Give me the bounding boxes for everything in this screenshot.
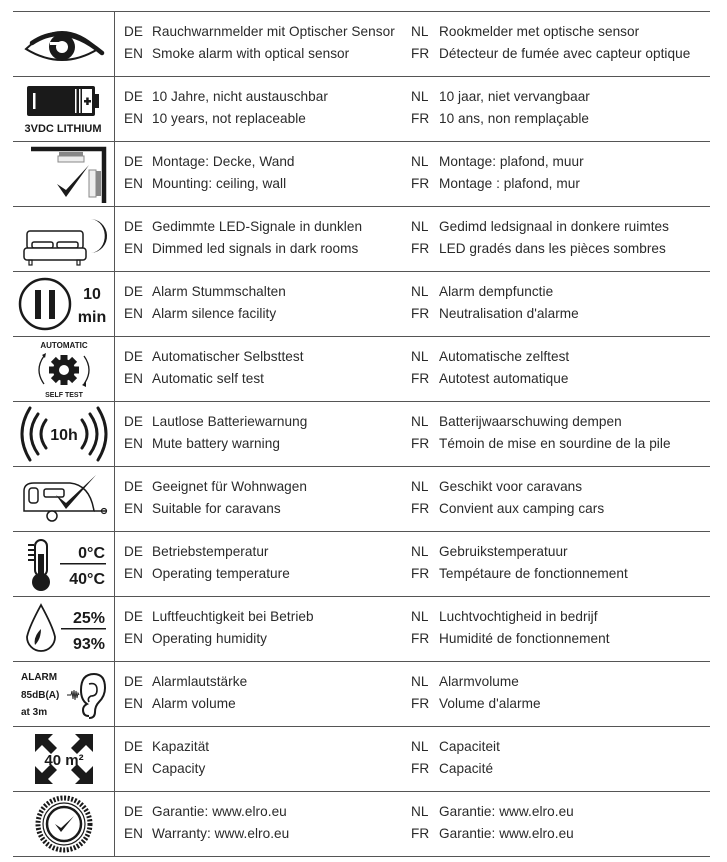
- text-nl: Automatische zelftest: [439, 349, 570, 364]
- lang-code-fr: FR: [411, 826, 430, 841]
- feature-row-mounting: [13, 141, 710, 206]
- lang-code-fr: FR: [411, 371, 430, 386]
- text-fr: Montage : plafond, mur: [439, 176, 580, 191]
- text-nl: Gedimd ledsignaal in donkere ruimtes: [439, 219, 669, 234]
- icon-cell: [13, 12, 115, 76]
- lang-code-de: DE: [124, 284, 143, 299]
- text-fr: Autotest automatique: [439, 371, 569, 386]
- text-en: Alarm silence facility: [152, 306, 277, 321]
- lang-code-de: DE: [124, 154, 143, 169]
- feature-row-caravan: [13, 466, 710, 531]
- water-drop-icon: [17, 599, 111, 659]
- pause-duration-unit: min: [77, 309, 106, 326]
- lang-code-en: EN: [124, 501, 143, 516]
- thermometer-icon: [17, 534, 111, 594]
- ear-alarm-icon: [17, 664, 111, 724]
- self-test-top-label: AUTOMATIC: [39, 341, 88, 350]
- text-cell: [115, 662, 710, 726]
- text-nl: Batterijwaarschuwing dempen: [439, 414, 622, 429]
- text-en: Mounting: ceiling, wall: [152, 176, 287, 191]
- text-de: Garantie: www.elro.eu: [152, 804, 287, 819]
- lang-code-nl: NL: [411, 89, 429, 104]
- icon-cell: [13, 207, 115, 271]
- lang-code-fr: FR: [411, 761, 430, 776]
- text-de: Kapazität: [152, 739, 210, 754]
- lang-code-en: EN: [124, 241, 143, 256]
- feature-row-dimmed-led: [13, 206, 710, 271]
- icon-cell: [13, 142, 115, 206]
- text-de: Montage: Decke, Wand: [152, 154, 295, 169]
- caravan-check-icon: [18, 471, 110, 527]
- pause-duration-value: 10: [82, 286, 101, 303]
- lang-code-de: DE: [124, 479, 143, 494]
- text-fr: Capacité: [439, 761, 494, 776]
- text-cell: [115, 272, 710, 336]
- lang-code-nl: NL: [411, 24, 429, 39]
- lang-code-en: EN: [124, 761, 143, 776]
- text-de: Geeignet für Wohnwagen: [152, 479, 308, 494]
- text-en: Suitable for caravans: [152, 501, 281, 516]
- lang-code-de: DE: [124, 674, 143, 689]
- icon-cell: [13, 792, 115, 856]
- sound-waves-icon: [18, 404, 110, 464]
- text-fr: Garantie: www.elro.eu: [439, 826, 574, 841]
- lang-code-en: EN: [124, 46, 143, 61]
- feature-row-self-test: [13, 336, 710, 401]
- warranty-seal-icon: [34, 794, 94, 854]
- pause-icon: [17, 274, 111, 334]
- text-cell: [115, 77, 710, 141]
- lang-code-nl: NL: [411, 284, 429, 299]
- mounting-check-icon: [19, 143, 109, 205]
- feature-row-battery: [13, 76, 710, 141]
- lang-code-nl: NL: [411, 414, 429, 429]
- text-nl: Garantie: www.elro.eu: [439, 804, 574, 819]
- text-en: Operating temperature: [152, 566, 290, 581]
- text-cell: [115, 792, 710, 856]
- temperature-min: 0°C: [77, 545, 105, 562]
- icon-cell: [13, 272, 115, 336]
- text-cell: [115, 142, 710, 206]
- text-nl: Gebruikstemperatuur: [439, 544, 568, 559]
- text-de: Lautlose Batteriewarnung: [152, 414, 308, 429]
- battery-label: 3VDC LITHIUM: [24, 123, 101, 135]
- self-test-bottom-label: SELF TEST: [44, 392, 83, 399]
- text-de: Rauchwarnmelder mit Optischer Sensor: [152, 24, 395, 39]
- bed-moon-icon: [19, 211, 109, 267]
- lang-code-de: DE: [124, 804, 143, 819]
- text-fr: 10 ans, non remplaçable: [439, 111, 590, 126]
- text-de: Luftfeuchtigkeit bei Betrieb: [152, 609, 314, 624]
- lang-code-fr: FR: [411, 176, 430, 191]
- gear-self-test-icon: [24, 338, 104, 400]
- text-fr: Détecteur de fumée avec capteur optique: [439, 46, 691, 61]
- text-cell: [115, 727, 710, 791]
- text-fr: LED gradés dans les pièces sombres: [439, 241, 666, 256]
- text-en: Warranty: www.elro.eu: [152, 826, 290, 841]
- text-cell: [115, 12, 710, 76]
- lang-code-nl: NL: [411, 674, 429, 689]
- feature-table: [13, 11, 710, 857]
- lang-code-fr: FR: [411, 696, 430, 711]
- lang-code-de: DE: [124, 414, 143, 429]
- text-nl: Montage: plafond, muur: [439, 154, 584, 169]
- icon-cell: [13, 727, 115, 791]
- lang-code-nl: NL: [411, 544, 429, 559]
- text-en: Capacity: [152, 761, 206, 776]
- text-fr: Volume d'alarme: [439, 696, 541, 711]
- temperature-max: 40°C: [68, 571, 105, 588]
- text-nl: Alarmvolume: [439, 674, 519, 689]
- lang-code-fr: FR: [411, 436, 430, 451]
- icon-cell: [13, 662, 115, 726]
- lang-code-en: EN: [124, 111, 143, 126]
- text-nl: Capaciteit: [439, 739, 500, 754]
- text-de: Alarm Stummschalten: [152, 284, 286, 299]
- lang-code-nl: NL: [411, 739, 429, 754]
- lang-code-de: DE: [124, 349, 143, 364]
- text-de: Betriebstemperatur: [152, 544, 269, 559]
- text-cell: [115, 207, 710, 271]
- lang-code-nl: NL: [411, 219, 429, 234]
- text-nl: Alarm dempfunctie: [439, 284, 554, 299]
- lang-code-de: DE: [124, 544, 143, 559]
- feature-row-optical-sensor: [13, 11, 710, 76]
- text-cell: [115, 402, 710, 466]
- humidity-max: 93%: [72, 636, 105, 653]
- feature-row-mute-battery: [13, 401, 710, 466]
- lang-code-en: EN: [124, 696, 143, 711]
- feature-row-temperature: [13, 531, 710, 596]
- lang-code-en: EN: [124, 566, 143, 581]
- lang-code-fr: FR: [411, 241, 430, 256]
- text-nl: Geschikt voor caravans: [439, 479, 583, 494]
- battery-icon: [18, 81, 110, 137]
- text-en: Dimmed led signals in dark rooms: [152, 241, 359, 256]
- lang-code-en: EN: [124, 631, 143, 646]
- icon-cell: [13, 337, 115, 401]
- text-en: Operating humidity: [152, 631, 267, 646]
- text-cell: [115, 597, 710, 661]
- lang-code-de: DE: [124, 739, 143, 754]
- lang-code-fr: FR: [411, 631, 430, 646]
- lang-code-en: EN: [124, 306, 143, 321]
- feature-row-alarm-silence: [13, 271, 710, 336]
- mute-battery-hours: 10h: [49, 427, 78, 444]
- lang-code-en: EN: [124, 371, 143, 386]
- icon-cell: [13, 532, 115, 596]
- eye-icon: [22, 19, 106, 69]
- alarm-distance: at 3m: [20, 707, 47, 718]
- text-de: Gedimmte LED-Signale in dunklen: [152, 219, 363, 234]
- lang-code-nl: NL: [411, 479, 429, 494]
- text-fr: Humidité de fonctionnement: [439, 631, 610, 646]
- text-fr: Tempétaure de fonctionnement: [439, 566, 628, 581]
- text-cell: [115, 467, 710, 531]
- lang-code-fr: FR: [411, 306, 430, 321]
- text-fr: Convient aux camping cars: [439, 501, 605, 516]
- feature-row-alarm-volume: [13, 661, 710, 726]
- lang-code-de: DE: [124, 24, 143, 39]
- lang-code-de: DE: [124, 219, 143, 234]
- text-cell: [115, 532, 710, 596]
- alarm-decibel: 85dB(A): [20, 690, 59, 701]
- text-de: Alarmlautstärke: [152, 674, 248, 689]
- lang-code-en: EN: [124, 436, 143, 451]
- icon-cell: [13, 402, 115, 466]
- capacity-value: 40 m²: [43, 752, 84, 769]
- lang-code-nl: NL: [411, 609, 429, 624]
- text-nl: 10 jaar, niet vervangbaar: [439, 89, 590, 104]
- text-en: Automatic self test: [152, 371, 265, 386]
- icon-cell: [13, 597, 115, 661]
- lang-code-en: EN: [124, 826, 143, 841]
- text-cell: [115, 337, 710, 401]
- lang-code-en: EN: [124, 176, 143, 191]
- icon-cell: [13, 77, 115, 141]
- icon-cell: [13, 467, 115, 531]
- text-en: Mute battery warning: [152, 436, 280, 451]
- lang-code-nl: NL: [411, 349, 429, 364]
- lang-code-de: DE: [124, 89, 143, 104]
- text-nl: Luchtvochtigheid in bedrijf: [439, 609, 598, 624]
- text-de: Automatischer Selbsttest: [152, 349, 304, 364]
- lang-code-fr: FR: [411, 46, 430, 61]
- area-arrows-icon: [29, 730, 99, 788]
- text-en: 10 years, not replaceable: [152, 111, 306, 126]
- feature-row-capacity: [13, 726, 710, 791]
- text-fr: Neutralisation d'alarme: [439, 306, 579, 321]
- text-en: Alarm volume: [152, 696, 236, 711]
- text-fr: Témoin de mise en sourdine de la pile: [439, 436, 671, 451]
- lang-code-de: DE: [124, 609, 143, 624]
- lang-code-fr: FR: [411, 501, 430, 516]
- text-de: 10 Jahre, nicht austauschbar: [152, 89, 328, 104]
- text-en: Smoke alarm with optical sensor: [152, 46, 350, 61]
- lang-code-fr: FR: [411, 566, 430, 581]
- humidity-min: 25%: [72, 610, 105, 627]
- feature-row-warranty: [13, 791, 710, 857]
- alarm-label: ALARM: [20, 672, 57, 683]
- lang-code-fr: FR: [411, 111, 430, 126]
- feature-row-humidity: [13, 596, 710, 661]
- text-nl: Rookmelder met optische sensor: [439, 24, 640, 39]
- lang-code-nl: NL: [411, 804, 429, 819]
- lang-code-nl: NL: [411, 154, 429, 169]
